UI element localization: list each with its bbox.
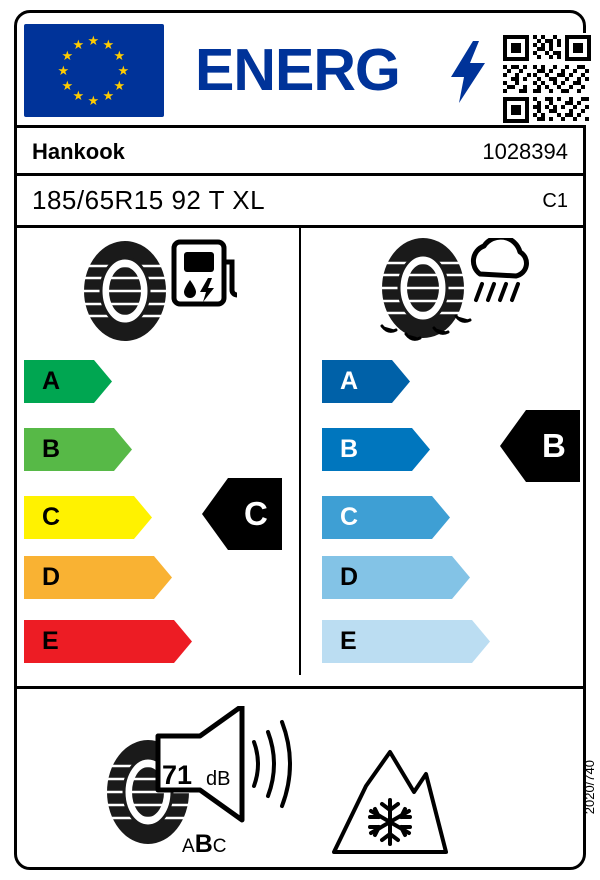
eu-star: ★ [102, 88, 115, 104]
wet-grade-E-label: E [340, 627, 357, 655]
fuel-grade-B-label: B [42, 435, 61, 463]
wet-grade-A [322, 360, 410, 403]
lightning-bolt-icon [451, 41, 485, 103]
eu-star: ★ [113, 47, 126, 63]
eu-star: ★ [61, 77, 74, 93]
fuel-grade-D [24, 556, 172, 599]
wet-grade-E [322, 620, 490, 663]
header-divider [17, 125, 583, 128]
energy-wordmark: ENERG [195, 37, 400, 103]
tire-fuel-pump-icon [78, 238, 238, 344]
label-header [17, 13, 583, 125]
tyre-class-code: C1 [542, 190, 568, 212]
fuel-grade-E-label: E [42, 627, 59, 655]
wet-grip-rating [500, 410, 580, 482]
eu-star: ★ [72, 88, 85, 104]
eu-star: ★ [117, 62, 130, 78]
eu-star: ★ [61, 47, 74, 63]
eu-star: ★ [57, 62, 70, 78]
section-divider-vertical [299, 228, 301, 675]
wet-grade-D-label: D [340, 563, 359, 591]
fuel-grade-C [24, 496, 152, 539]
eu-star: ★ [113, 77, 126, 93]
fuel-grade-E [24, 620, 192, 663]
fuel-grade-A [24, 360, 112, 403]
fuel-grade-B [24, 428, 132, 471]
regulation-reference: 2020/740 [582, 760, 597, 815]
noise-value: 71 [162, 760, 193, 790]
eu-star: ★ [87, 32, 100, 48]
brand-divider [17, 173, 583, 176]
noise-class-C: C [212, 836, 227, 857]
wet-grip-rating-value: B [542, 427, 566, 464]
wet-grade-B [322, 428, 430, 471]
eu-star: ★ [102, 36, 115, 52]
fuel-efficiency-rating-value: C [244, 495, 268, 532]
tire-rain-icon [376, 238, 536, 348]
wet-grade-D [322, 556, 470, 599]
three-peak-mountain-snowflake-icon [330, 748, 450, 860]
noise-class-B: B [194, 830, 213, 858]
noise-class-A: A [182, 836, 195, 857]
wet-grade-C [322, 496, 450, 539]
wet-grade-A-label: A [340, 367, 359, 395]
wet-grade-B-label: B [340, 435, 359, 463]
fuel-grade-C-label: C [42, 503, 61, 531]
eu-star: ★ [72, 36, 85, 52]
fuel-efficiency-rating [202, 478, 282, 550]
qr-code-icon [501, 33, 593, 125]
eu-flag-icon [24, 24, 164, 117]
brand-name: Hankook [32, 139, 125, 164]
eu-star: ★ [87, 92, 100, 108]
fuel-grade-D-label: D [42, 563, 61, 591]
label-serial: 1028394 [482, 139, 568, 164]
noise-unit: dB [206, 768, 231, 790]
wet-grade-C-label: C [340, 503, 359, 531]
bottom-divider [17, 686, 583, 689]
noise-class-scale [182, 830, 226, 859]
tyre-size-designation: 185/65R15 92 T XL [32, 185, 266, 215]
fuel-grade-A-label: A [42, 367, 61, 395]
